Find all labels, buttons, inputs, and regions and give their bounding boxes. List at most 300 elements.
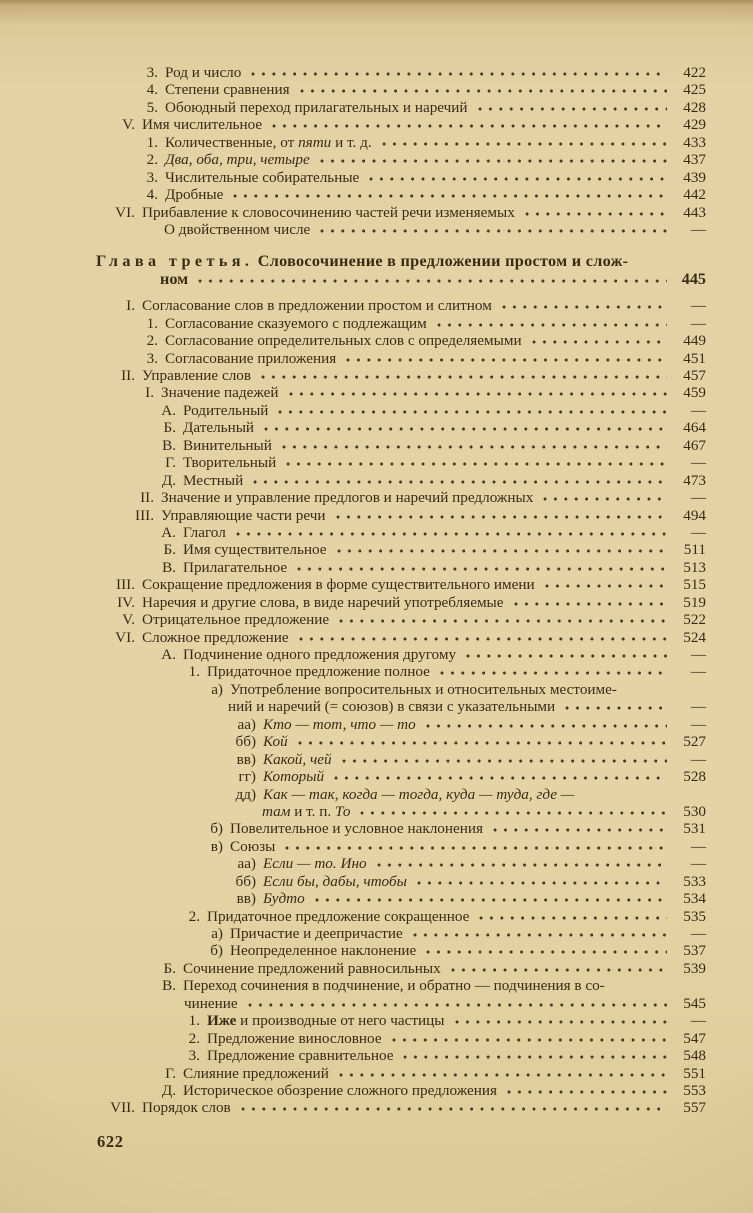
dot-leader bbox=[283, 454, 667, 467]
item-text bbox=[183, 472, 243, 489]
page-number: 533 bbox=[683, 872, 706, 890]
item-text-part: и т. д. bbox=[331, 133, 372, 151]
item-text bbox=[142, 204, 515, 221]
page-number: 425 bbox=[683, 81, 706, 99]
item-number: дд) bbox=[235, 785, 256, 803]
item-text bbox=[183, 1082, 497, 1099]
item-text bbox=[165, 315, 427, 332]
item-number: 5. bbox=[146, 98, 158, 116]
page-number: — bbox=[690, 750, 706, 768]
dot-leader bbox=[522, 204, 667, 217]
page-number: 443 bbox=[683, 203, 706, 221]
dot-leader bbox=[317, 151, 667, 164]
item-text bbox=[263, 873, 407, 890]
item-number: III. bbox=[116, 576, 135, 594]
item-text-part: Который bbox=[263, 768, 325, 786]
item-text-part: Предложение сравнительное bbox=[207, 1047, 394, 1065]
dot-leader bbox=[448, 960, 667, 973]
item-text-part: Кто — тот, что — то bbox=[263, 715, 416, 733]
dot-leader bbox=[286, 384, 667, 397]
dot-leader bbox=[400, 1047, 667, 1060]
toc-row bbox=[0, 1012, 753, 1029]
page-number: 527 bbox=[683, 733, 706, 751]
toc-row bbox=[0, 977, 753, 994]
page-number: 522 bbox=[683, 611, 706, 629]
dot-leader bbox=[282, 838, 667, 851]
item-text bbox=[165, 64, 241, 81]
item-text-part: Творительный bbox=[183, 454, 277, 472]
dot-leader bbox=[463, 646, 667, 659]
item-text-part: Переход сочинения в подчинение, и обратно — подчинения в со- bbox=[183, 977, 605, 995]
toc-row bbox=[0, 629, 753, 646]
toc-row bbox=[0, 151, 753, 168]
item-text bbox=[230, 925, 403, 942]
item-text bbox=[142, 116, 262, 133]
item-number: а) bbox=[211, 680, 223, 698]
page-number: — bbox=[690, 663, 706, 681]
dot-leader bbox=[312, 890, 667, 903]
toc-row bbox=[0, 332, 753, 349]
item-number: б) bbox=[210, 820, 223, 838]
dot-leader bbox=[245, 995, 667, 1008]
item-number: 1. bbox=[146, 314, 158, 332]
item-number: II. bbox=[140, 489, 154, 507]
item-number: 2. bbox=[188, 907, 200, 925]
table-of-contents bbox=[0, 64, 753, 1117]
item-text bbox=[183, 646, 456, 663]
dot-leader bbox=[499, 297, 667, 310]
page-number: — bbox=[690, 297, 706, 315]
item-number: 3. bbox=[188, 1047, 200, 1065]
page-number: 433 bbox=[683, 133, 706, 151]
toc-row bbox=[0, 925, 753, 942]
toc-row bbox=[0, 64, 753, 81]
page-number: 557 bbox=[683, 1099, 706, 1117]
item-number: 4. bbox=[146, 81, 158, 99]
toc-row bbox=[0, 942, 753, 959]
item-text-part: Глагол bbox=[183, 523, 226, 541]
item-text bbox=[183, 977, 605, 994]
item-text bbox=[230, 942, 416, 959]
item-text-part: Слияние предложений bbox=[183, 1064, 329, 1082]
item-number: вв) bbox=[236, 890, 256, 908]
toc-row bbox=[0, 908, 753, 925]
item-text bbox=[183, 524, 226, 541]
page-number: 473 bbox=[683, 471, 706, 489]
item-text-part: Количественные, от bbox=[165, 133, 299, 151]
item-number: Б. bbox=[163, 959, 176, 977]
item-text bbox=[165, 99, 468, 116]
item-text bbox=[183, 1065, 329, 1082]
item-text-part: Имя существительное bbox=[183, 541, 327, 559]
toc-row bbox=[0, 873, 753, 890]
item-number: А. bbox=[161, 523, 176, 541]
item-text bbox=[165, 169, 359, 186]
item-text-part: Винительный bbox=[183, 436, 272, 454]
toc-row bbox=[0, 384, 753, 401]
item-number: Б. bbox=[163, 419, 176, 437]
page-number: 449 bbox=[683, 332, 706, 350]
page-number: 551 bbox=[683, 1064, 706, 1082]
item-text-part: Предложение винословное bbox=[207, 1029, 382, 1047]
toc-row bbox=[0, 541, 753, 558]
toc-row bbox=[0, 1082, 753, 1099]
item-text bbox=[142, 367, 251, 384]
item-number: I. bbox=[126, 297, 135, 315]
toc-row bbox=[0, 1030, 753, 1047]
page-number: 515 bbox=[683, 576, 706, 594]
page-number: — bbox=[690, 523, 706, 541]
item-number: VI. bbox=[115, 203, 135, 221]
dot-leader bbox=[423, 716, 667, 729]
dot-leader bbox=[357, 803, 667, 816]
dot-leader bbox=[343, 350, 667, 363]
page-number: 428 bbox=[683, 98, 706, 116]
item-text-part: Как — так, когда — тогда, куда — туда, где — bbox=[263, 785, 575, 803]
item-text bbox=[207, 1047, 393, 1064]
item-text-part: и производные от него частицы bbox=[236, 1012, 445, 1030]
item-text-part: Местный bbox=[183, 471, 244, 489]
toc-row bbox=[0, 820, 753, 837]
item-number: IV. bbox=[117, 593, 135, 611]
item-text bbox=[161, 489, 533, 506]
item-number: Б. bbox=[163, 541, 176, 559]
dot-leader bbox=[504, 1082, 667, 1095]
item-number: Г. bbox=[165, 454, 176, 472]
item-text bbox=[183, 437, 272, 454]
item-number: А. bbox=[161, 646, 176, 663]
item-number: 4. bbox=[146, 186, 158, 204]
item-text-part: Согласование слов в предложении простом и слитном bbox=[142, 297, 492, 315]
item-text bbox=[207, 908, 469, 925]
page-number: 437 bbox=[683, 151, 706, 169]
item-text bbox=[228, 698, 555, 715]
item-text bbox=[263, 786, 574, 803]
dot-leader bbox=[434, 315, 667, 328]
toc-row-continuation bbox=[0, 995, 753, 1012]
dot-leader bbox=[230, 186, 667, 199]
item-text-part: Род и число bbox=[165, 64, 242, 81]
folio-page-number: 622 bbox=[97, 1131, 124, 1151]
page-number: 467 bbox=[683, 436, 706, 454]
item-text-part: ний и наречий (= союзов) в связи с указательными bbox=[228, 698, 556, 716]
page-number: 547 bbox=[683, 1029, 706, 1047]
toc-row bbox=[0, 681, 753, 698]
dot-leader bbox=[295, 733, 667, 746]
item-text-part: Сочинение предложений равносильных bbox=[183, 959, 441, 977]
dot-leader bbox=[296, 629, 667, 642]
dot-leader bbox=[317, 221, 667, 234]
item-text bbox=[142, 576, 535, 593]
item-text bbox=[183, 419, 254, 436]
item-text-part: Отрицательное предложение bbox=[142, 611, 330, 629]
page-number: 429 bbox=[683, 116, 706, 134]
toc-row bbox=[0, 1047, 753, 1064]
page-number: — bbox=[690, 837, 706, 855]
item-text bbox=[165, 332, 522, 349]
page-number: 535 bbox=[683, 907, 706, 925]
toc-row bbox=[0, 489, 753, 506]
item-text bbox=[142, 297, 492, 314]
item-number: а) bbox=[211, 925, 223, 942]
page-number: — bbox=[690, 314, 706, 332]
item-text-part: Союзы bbox=[230, 837, 276, 855]
item-number: вв) bbox=[236, 750, 256, 768]
item-number: 3. bbox=[146, 349, 158, 367]
item-text-part: Подчинение одного предложения другому bbox=[183, 646, 457, 663]
item-text bbox=[263, 733, 288, 750]
dot-leader bbox=[542, 576, 667, 589]
toc-row bbox=[0, 663, 753, 680]
item-text-part: Если — то. Ино bbox=[263, 855, 367, 873]
page-number: 545 bbox=[683, 994, 706, 1012]
item-number: VII. bbox=[110, 1099, 135, 1117]
item-text bbox=[207, 663, 430, 680]
page-number: 439 bbox=[683, 168, 706, 186]
item-text bbox=[164, 221, 310, 238]
toc-row-continuation bbox=[0, 271, 753, 288]
item-number: 3. bbox=[146, 64, 158, 81]
dot-leader bbox=[258, 367, 667, 380]
dot-leader bbox=[195, 271, 667, 284]
item-number: I. bbox=[145, 384, 154, 402]
item-number: 2. bbox=[188, 1029, 200, 1047]
item-text bbox=[183, 559, 287, 576]
item-text-part: Придаточное предложение полное bbox=[207, 663, 430, 681]
dot-leader bbox=[389, 1030, 667, 1043]
dot-leader bbox=[410, 925, 667, 938]
page-number: — bbox=[690, 401, 706, 419]
toc-row bbox=[0, 186, 753, 203]
page-number: 528 bbox=[683, 768, 706, 786]
toc-row bbox=[0, 559, 753, 576]
item-text-part: Прибавление к словосочинению частей речи изменяемых bbox=[142, 203, 515, 221]
item-number: аа) bbox=[237, 715, 256, 733]
item-number: III. bbox=[135, 506, 154, 524]
toc-row bbox=[0, 838, 753, 855]
toc-row bbox=[0, 768, 753, 785]
item-text bbox=[142, 1099, 231, 1116]
item-number: Д. bbox=[161, 1081, 176, 1099]
item-text-part: Употребление вопросительных и относительных местоиме- bbox=[230, 680, 617, 698]
item-text bbox=[262, 803, 350, 820]
toc-row bbox=[0, 419, 753, 436]
item-text-part: Согласование сказуемого с подлежащим bbox=[165, 314, 427, 332]
item-text bbox=[165, 134, 372, 151]
dot-leader bbox=[475, 99, 667, 112]
page-number: — bbox=[690, 220, 706, 238]
item-text-part: пяти bbox=[298, 133, 332, 151]
toc-row bbox=[0, 611, 753, 628]
page-number: — bbox=[690, 855, 706, 873]
toc-row bbox=[0, 1065, 753, 1082]
item-text bbox=[142, 629, 289, 646]
dot-leader bbox=[269, 116, 667, 129]
dot-leader bbox=[414, 873, 667, 886]
item-text bbox=[230, 820, 483, 837]
dot-leader bbox=[233, 524, 667, 537]
item-number: II. bbox=[121, 367, 135, 384]
page-number: 457 bbox=[683, 367, 706, 384]
dot-leader bbox=[374, 855, 667, 868]
item-number: б) bbox=[210, 942, 223, 960]
item-text-part: Управление слов bbox=[142, 367, 252, 384]
item-text-part: О двойственном числе bbox=[164, 220, 311, 238]
toc-row bbox=[0, 367, 753, 384]
item-text-part: Сокращение предложения в форме существительного имени bbox=[142, 576, 535, 594]
toc-row bbox=[0, 751, 753, 768]
dot-leader bbox=[366, 169, 667, 182]
item-text bbox=[230, 681, 617, 698]
item-number: 2. bbox=[146, 332, 158, 350]
item-text-part: Два, оба, три, четыре bbox=[165, 151, 310, 169]
item-text bbox=[263, 716, 416, 733]
dot-leader bbox=[490, 820, 667, 833]
item-number: аа) bbox=[237, 855, 256, 873]
page-number: — bbox=[690, 646, 706, 663]
toc-row-continuation bbox=[0, 803, 753, 820]
item-text bbox=[165, 151, 310, 168]
page-number: 548 bbox=[683, 1047, 706, 1065]
item-text bbox=[142, 611, 329, 628]
toc-row bbox=[0, 134, 753, 151]
page-number: 451 bbox=[683, 349, 706, 367]
page-number: 464 bbox=[683, 419, 706, 437]
page-number: 511 bbox=[683, 541, 706, 559]
item-text bbox=[161, 384, 279, 401]
dot-leader bbox=[529, 332, 667, 345]
item-text bbox=[183, 541, 327, 558]
item-number: Д. bbox=[161, 471, 176, 489]
toc-row bbox=[0, 350, 753, 367]
item-text-part: Глава третья. bbox=[96, 252, 254, 271]
toc-row bbox=[0, 437, 753, 454]
item-text bbox=[230, 838, 275, 855]
item-text bbox=[263, 855, 367, 872]
dot-leader bbox=[331, 768, 667, 781]
dot-leader bbox=[275, 402, 667, 415]
item-number: 2. bbox=[146, 151, 158, 169]
page-number: — bbox=[690, 925, 706, 942]
item-text-part: Родительный bbox=[183, 401, 269, 419]
item-text-part: Значение и управление предлогов и наречий предложных bbox=[161, 489, 534, 507]
item-text-part: Иже bbox=[207, 1012, 237, 1030]
item-number: бб) bbox=[235, 872, 256, 890]
item-text bbox=[183, 960, 441, 977]
toc-row bbox=[0, 960, 753, 977]
item-text-part: Имя числительное bbox=[142, 116, 263, 134]
item-text-part: Неопределенное наклонение bbox=[230, 942, 417, 960]
toc-row bbox=[0, 221, 753, 238]
toc-row bbox=[0, 454, 753, 471]
item-text bbox=[263, 751, 332, 768]
item-text bbox=[161, 507, 326, 524]
item-number: В. bbox=[162, 558, 176, 576]
toc-row bbox=[0, 204, 753, 221]
item-text-part: Повелительное и условное наклонения bbox=[230, 820, 483, 838]
page-number: 494 bbox=[683, 506, 706, 524]
toc-row bbox=[0, 733, 753, 750]
page-number: 530 bbox=[683, 802, 706, 820]
item-text-part: Дательный bbox=[183, 419, 255, 437]
page-number: 445 bbox=[681, 269, 706, 288]
item-text-part: Кой bbox=[263, 733, 288, 751]
dot-leader bbox=[379, 134, 667, 147]
item-number: 1. bbox=[188, 663, 200, 681]
item-text bbox=[263, 890, 305, 907]
item-text-part: Согласование приложения bbox=[165, 349, 337, 367]
item-text-part: Какой, чей bbox=[263, 750, 332, 768]
item-text bbox=[165, 350, 336, 367]
dot-leader bbox=[562, 698, 667, 711]
item-text-part: Сложное предложение bbox=[142, 628, 289, 646]
item-text-part: и т. п. bbox=[290, 802, 335, 820]
item-text-part: чинение bbox=[184, 994, 238, 1012]
item-text-part: Наречия и другие слова, в виде наречий употребляемые bbox=[142, 593, 504, 611]
item-text-part: Словосочинение в предложении простом и слож- bbox=[257, 252, 629, 271]
toc-row bbox=[0, 716, 753, 733]
item-number: 3. bbox=[146, 168, 158, 186]
toc-row bbox=[0, 646, 753, 663]
page-number: 422 bbox=[683, 64, 706, 81]
item-text-part: Если бы, дабы, чтобы bbox=[263, 872, 407, 890]
item-number: Г. bbox=[165, 1064, 176, 1082]
toc-row bbox=[0, 402, 753, 419]
dot-leader bbox=[238, 1099, 667, 1112]
dot-leader bbox=[294, 559, 667, 572]
page-number: — bbox=[690, 715, 706, 733]
item-text-part: Согласование определительных слов с определяемыми bbox=[165, 332, 522, 350]
page-number: 531 bbox=[683, 820, 706, 838]
item-number: В. bbox=[162, 436, 176, 454]
dot-leader bbox=[476, 908, 667, 921]
item-number: 1. bbox=[188, 1012, 200, 1030]
dot-leader bbox=[339, 751, 667, 764]
item-text-part: Управляющие части речи bbox=[161, 506, 326, 524]
item-text bbox=[165, 81, 290, 98]
toc-row bbox=[0, 297, 753, 314]
toc-row bbox=[0, 786, 753, 803]
item-text-part: Значение падежей bbox=[161, 384, 279, 402]
page-number: — bbox=[690, 698, 706, 716]
dot-leader bbox=[540, 489, 667, 502]
page-number: — bbox=[690, 489, 706, 507]
item-number: VI. bbox=[115, 628, 135, 646]
item-text bbox=[142, 594, 504, 611]
page-number: 537 bbox=[683, 942, 706, 960]
dot-leader bbox=[248, 64, 667, 77]
dot-leader bbox=[437, 663, 667, 676]
item-text bbox=[165, 186, 223, 203]
item-text-part: там bbox=[262, 802, 291, 820]
toc-row bbox=[0, 472, 753, 489]
page-number: — bbox=[690, 1012, 706, 1030]
dot-leader bbox=[423, 942, 667, 955]
dot-leader bbox=[452, 1012, 667, 1025]
item-text-part: Числительные собирательные bbox=[165, 168, 360, 186]
item-number: А. bbox=[161, 401, 176, 419]
dot-leader bbox=[297, 81, 667, 94]
dot-leader bbox=[279, 437, 667, 450]
toc-row bbox=[0, 855, 753, 872]
item-text bbox=[207, 1012, 445, 1029]
item-number: гг) bbox=[238, 768, 256, 786]
item-number: в) bbox=[210, 837, 223, 855]
item-number: 1. bbox=[146, 133, 158, 151]
item-text-part: Обоюдный переход прилагательных и наречий bbox=[165, 98, 468, 116]
dot-leader bbox=[261, 419, 667, 432]
item-text bbox=[96, 253, 628, 270]
